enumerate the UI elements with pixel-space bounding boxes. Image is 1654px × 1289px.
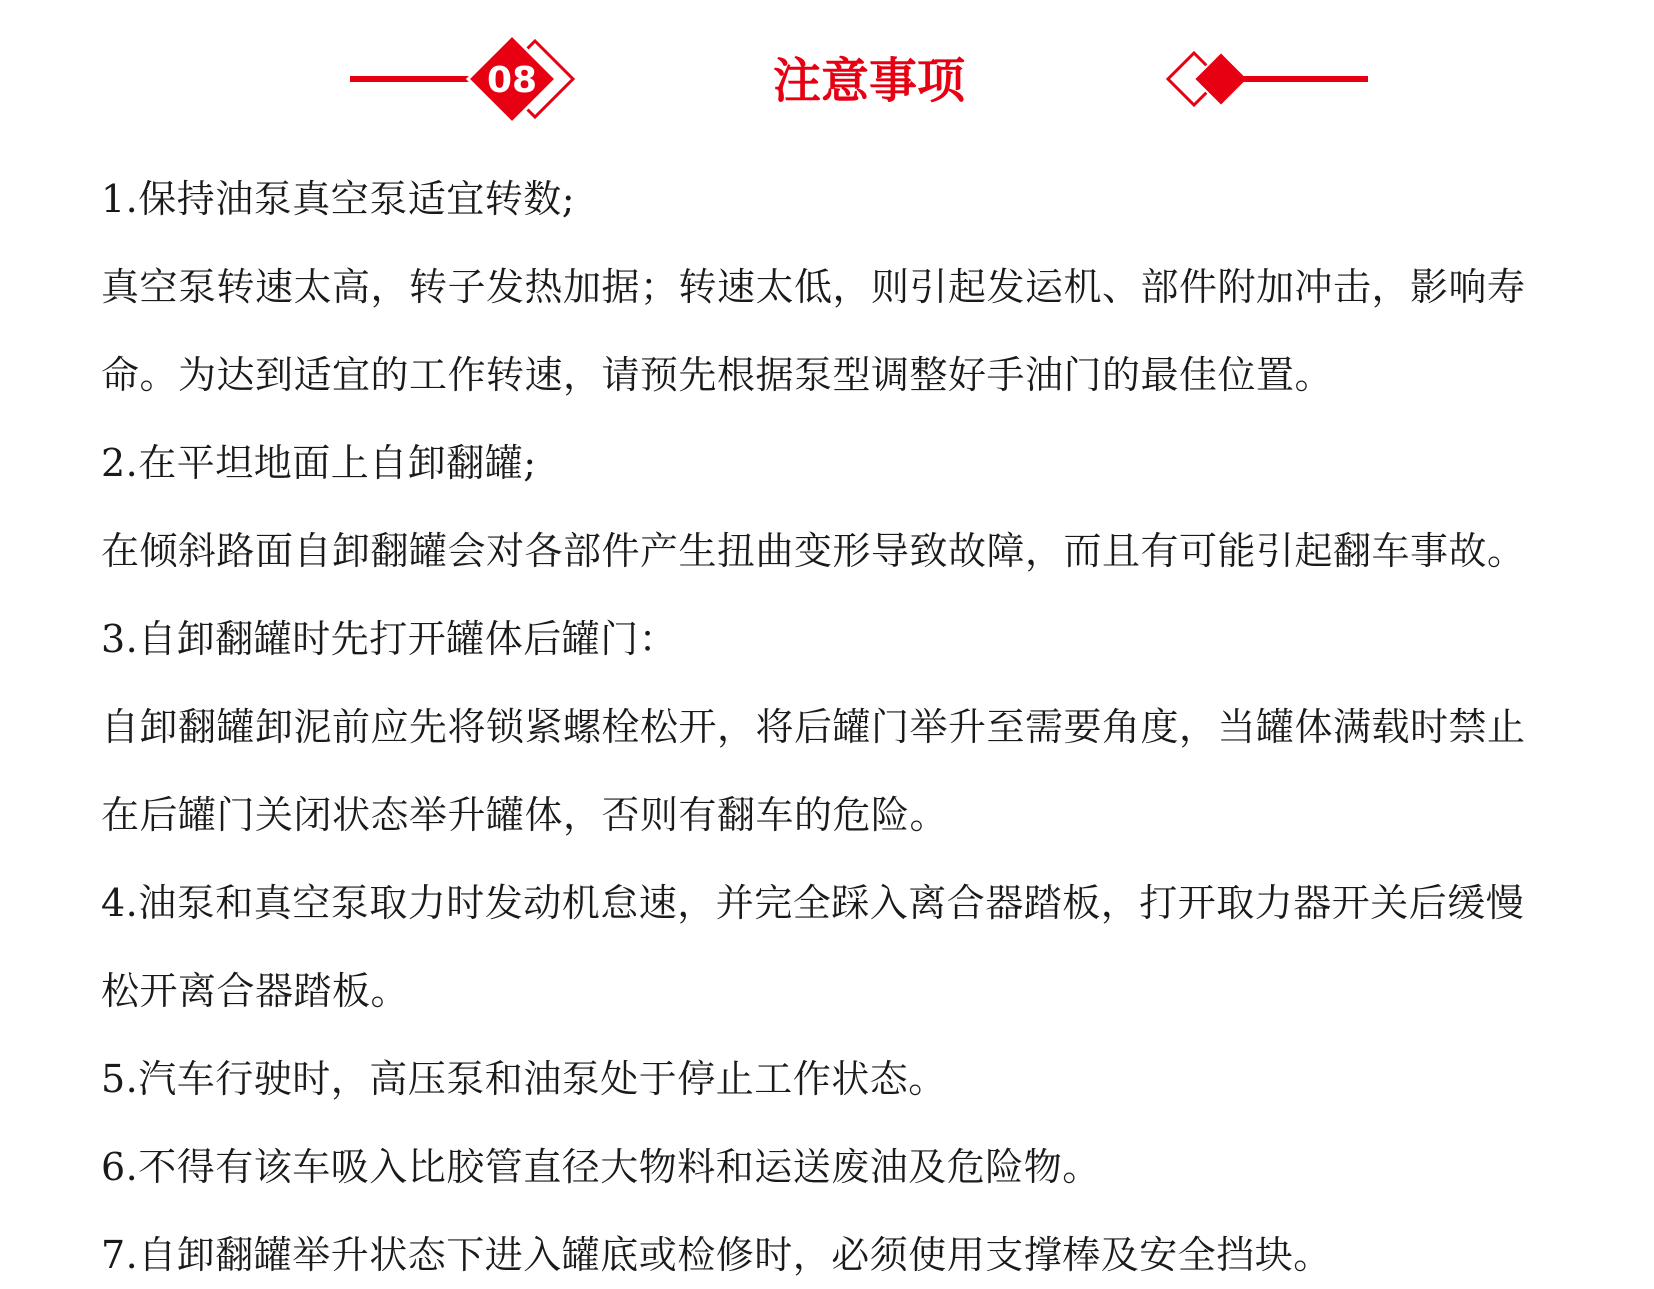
item-body-line: 自卸翻罐卸泥前应先将锁紧螺栓松开，将后罐门举升至需要角度，当罐体满载时禁止	[101, 705, 1526, 749]
right-rule-line	[1240, 76, 1368, 82]
item-body-line: 真空泵转速太高，转子发热加据；转速太低，则引起发运机、部件附加冲击，影响寿	[101, 265, 1526, 309]
item-title-5: 5.汽车行驶时，高压泵和油泵处于停止工作状态。	[101, 1057, 947, 1101]
header-graphic	[0, 0, 1654, 150]
item-title-4: 4.油泵和真空泵取力时发动机怠速，并完全踩入离合器踏板，打开取力器开关后缓慢	[101, 881, 1525, 925]
item-body-line: 命。为达到适宜的工作转速，请预先根据泵型调整好手油门的最佳位置。	[101, 353, 1334, 397]
notes-list	[101, 166, 1601, 1288]
item-title-4-continued: 松开离合器踏板。	[101, 969, 410, 1013]
item-title-6: 6.不得有该车吸入比胶管直径大物料和运送废油及危险物。	[101, 1145, 1101, 1189]
item-body-line: 在倾斜路面自卸翻罐会对各部件产生扭曲变形导致故障，而且有可能引起翻车事故。	[101, 529, 1526, 573]
item-title-2: 2.在平坦地面上自卸翻罐;	[101, 441, 537, 485]
item-title-1: 1.保持油泵真空泵适宜转数;	[101, 177, 576, 221]
item-title-7: 7.自卸翻罐举升状态下进入罐底或检修时，必须使用支撑棒及安全挡块。	[101, 1233, 1332, 1277]
page-title: 注意事项	[772, 53, 966, 109]
item-body-line: 在后罐门关闭状态举升罐体，否则有翻车的危险。	[101, 793, 949, 837]
item-title-3: 3.自卸翻罐时先打开罐体后罐门：	[101, 617, 678, 661]
section-number: 08	[486, 60, 538, 101]
section-header	[0, 0, 1654, 150]
left-rule-line	[350, 76, 485, 82]
